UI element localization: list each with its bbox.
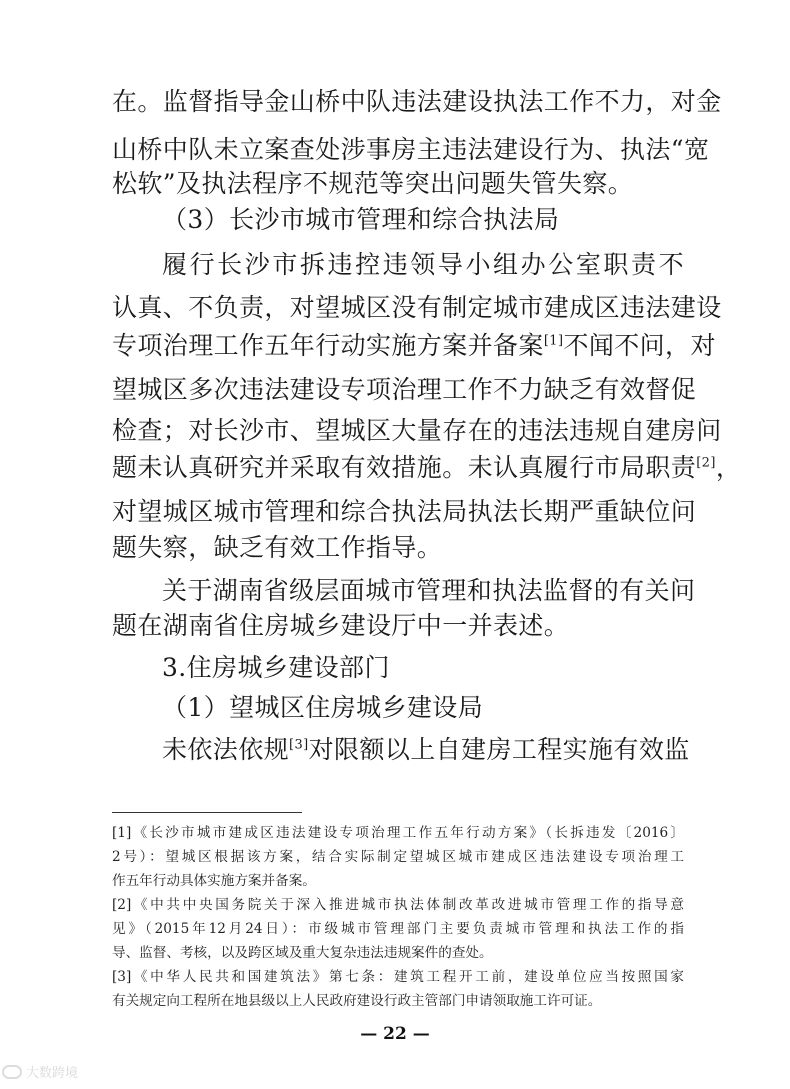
- watermark-logo-icon: [2, 1065, 22, 1079]
- footnote-ref-3: [3]: [289, 737, 309, 753]
- body-line-8: 望城区多次违法建设专项治理工作不力缺乏有效督促: [112, 375, 697, 404]
- body-line-2: 山桥中队未立案查处涉事房主违法建设行为、执法“宽: [112, 135, 710, 164]
- body-line-10-text: 题未认真研究并采取有效措施。未认真履行市局职责: [112, 453, 697, 482]
- body-line-7-text-a: 专项治理工作五年行动实施方案并备案: [112, 331, 544, 360]
- footnote-2-line-1: [2]《中共中央国务院关于深入推进城市执法体制改革改进城市管理工作的指导意: [112, 897, 684, 913]
- footnote-3-line-2: 有关规定向工程所在地县级以上人民政府建设行政主管部门申请领取施工许可证。: [112, 993, 602, 1009]
- page-number: — 22 —: [360, 1024, 430, 1044]
- body-line-7: [112, 328, 716, 364]
- footnote-ref-2: [2]: [696, 455, 716, 471]
- footnote-1-line-2: 2号）：望城区根据该方案，结合实际制定望城区城市建成区违法建设专项治理工: [112, 849, 684, 865]
- footnote-ref-1: [1]: [543, 333, 564, 349]
- footnote-1-line-3: 作五年行动具体实施方案并备案。: [112, 873, 316, 889]
- body-line-9: 检查；对长沙市、望城区大量存在的违法违规自建房问: [112, 416, 722, 445]
- footnote-separator: [112, 812, 302, 813]
- body-line-10: 题未认真研究并采取有效措施。未认真履行市局职责[2]，: [112, 453, 742, 482]
- body-line-11: 对望城区城市管理和综合执法局执法长期严重缺位问: [112, 497, 697, 526]
- body-line-14: 题在湖南省住房城乡建设厅中一并表述。: [112, 611, 570, 640]
- watermark: [2, 1062, 78, 1081]
- footnote-1-line-1: [1]《长沙市城市建成区违法建设专项治理工作五年行动方案》（长拆违发〔2016〕: [112, 825, 684, 841]
- body-line-3: 松软”及执法程序不规范等突出问题失管失察。: [112, 169, 634, 198]
- body-line-5: 履行长沙市拆违控违领导小组办公室职责不: [162, 250, 684, 279]
- body-line-13: 关于湖南省级层面城市管理和执法监督的有关问: [162, 576, 696, 605]
- body-line-17-text-b: 对限额以上自建房工程实施有效监: [308, 735, 690, 764]
- footnote-2-line-3: 导、监督、考核，以及跨区域及重大复杂违法违规案件的查处。: [112, 945, 493, 961]
- body-line-7-text-b: 不闻不问，对: [563, 331, 716, 360]
- footnote-2-line-2: 见》（2015年12月24日）：市级城市管理部门主要负责城市管理和执法工作的指: [112, 921, 684, 937]
- body-line-1: 在。监督指导金山桥中队违法建设执法工作不力，对金: [112, 87, 722, 116]
- watermark-text: 大数跨境: [26, 1066, 79, 1081]
- body-line-17-text-a: 未依法依规: [162, 735, 290, 764]
- section-heading-changsha-bureau: （3）长沙市城市管理和综合执法局: [162, 205, 560, 234]
- body-line-17: [162, 732, 690, 768]
- body-line-12: 题失察，缺乏有效工作指导。: [112, 533, 443, 562]
- section-heading-wangcheng-housing: （1）望城区住房城乡建设局: [162, 693, 484, 722]
- footnote-3-line-1: [3]《中华人民共和国建筑法》第七条：建筑工程开工前，建设单位应当按照国家: [112, 969, 684, 985]
- section-heading-housing-dept: 3.住房城乡建设部门: [162, 653, 390, 682]
- body-line-6: 认真、不负责，对望城区没有制定城市建成区违法建设: [112, 293, 722, 322]
